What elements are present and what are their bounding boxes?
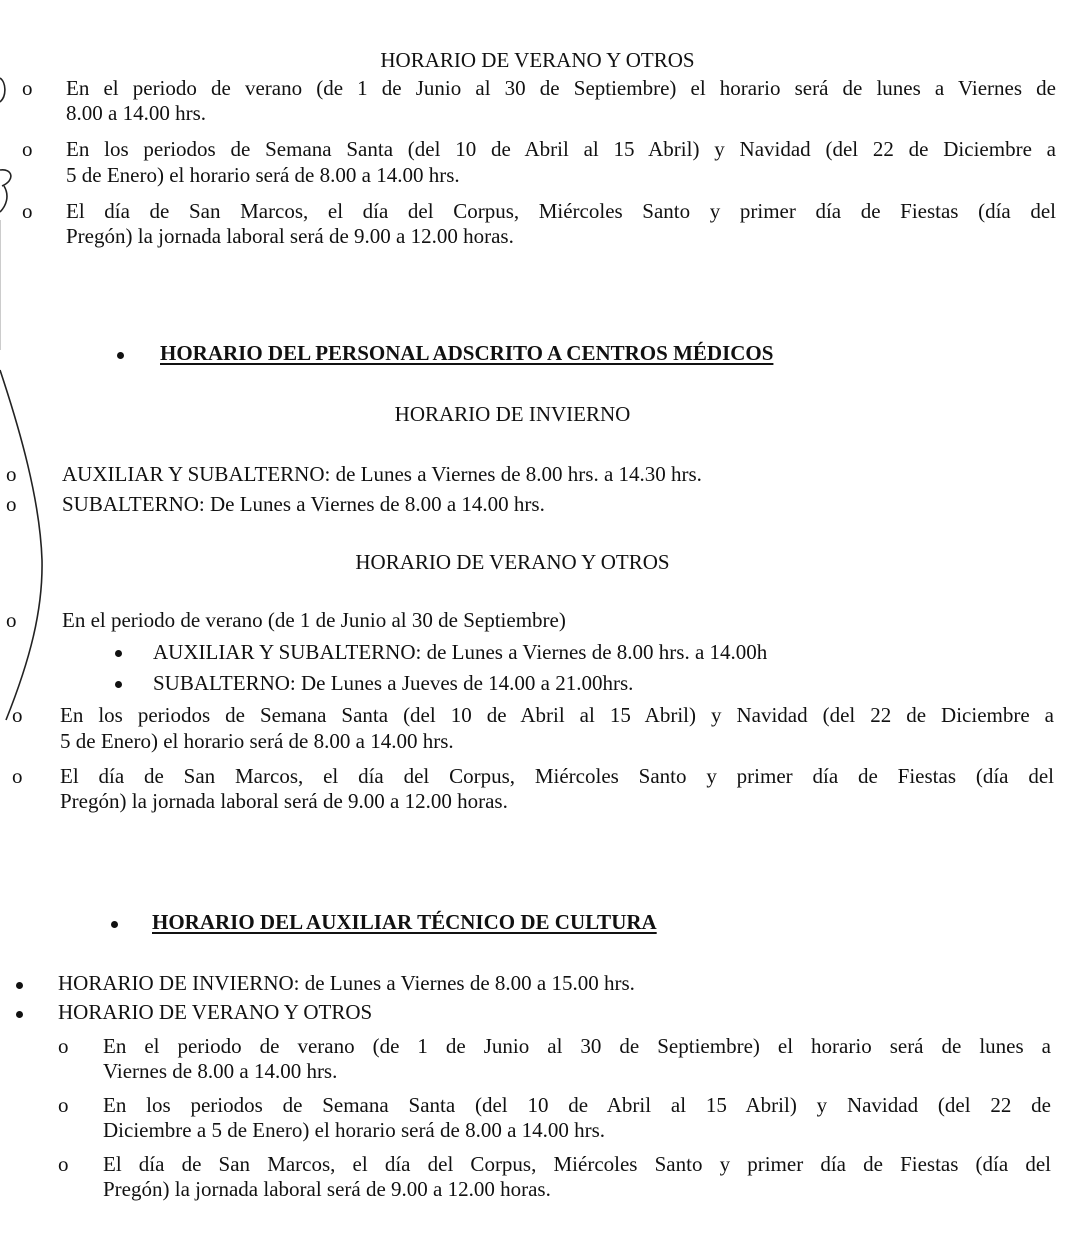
summer-schedule-item: HORARIO DE VERANO Y OTROS bbox=[58, 1000, 373, 1024]
winter-schedule-item: HORARIO DE INVIERNO: de Lunes a Viernes de 8.00 a 15.00 hrs. bbox=[58, 971, 635, 995]
holiday-item-line2: 5 de Enero) el horario será de 8.00 a 14.00 hrs. bbox=[60, 729, 454, 753]
list-bullet bbox=[16, 1011, 23, 1018]
sub-bullet bbox=[115, 681, 122, 688]
summer-subitem-1: AUXILIAR Y SUBALTERNO: de Lunes a Viernes de 8.00 hrs. a 14.00h bbox=[153, 640, 768, 664]
culture-summer-subitem-2-line1: En los periodos de Semana Santa (del 10 de Abril al 15 Abril) y Navidad (del 22 de bbox=[103, 1093, 1051, 1117]
section-heading-cultural-technician: HORARIO DEL AUXILIAR TÉCNICO DE CULTURA bbox=[152, 910, 657, 934]
subheading-summer-2: HORARIO DE VERANO Y OTROS bbox=[355, 550, 670, 574]
summer-item-3-line2: Pregón) la jornada laboral será de 9.00 a 12.00 horas. bbox=[66, 224, 514, 248]
subheading-summer-1: HORARIO DE VERANO Y OTROS bbox=[380, 48, 695, 72]
open-bullet: o bbox=[22, 137, 33, 161]
open-bullet: o bbox=[6, 462, 17, 486]
open-bullet: o bbox=[22, 199, 33, 223]
winter-item-2: SUBALTERNO: De Lunes a Viernes de 8.00 a 14.00 hrs. bbox=[62, 492, 545, 516]
summer-item-3-line1: El día de San Marcos, el día del Corpus, Miércoles Santo y primer día de Fiestas (día del bbox=[66, 199, 1056, 223]
open-bullet: o bbox=[58, 1034, 69, 1058]
summer-item-2-line2: 5 de Enero) el horario será de 8.00 a 14.00 hrs. bbox=[66, 163, 460, 187]
list-bullet bbox=[16, 982, 23, 989]
culture-summer-subitem-3-line2: Pregón) la jornada laboral será de 9.00 a 12.00 horas. bbox=[103, 1177, 551, 1201]
special-days-item-line2: Pregón) la jornada laboral será de 9.00 a 12.00 horas. bbox=[60, 789, 508, 813]
open-bullet: o bbox=[12, 764, 23, 788]
winter-item-1: AUXILIAR Y SUBALTERNO: de Lunes a Viernes de 8.00 hrs. a 14.30 hrs. bbox=[62, 462, 702, 486]
open-bullet: o bbox=[58, 1152, 69, 1176]
heading-bullet bbox=[111, 921, 118, 928]
summer-item-1-line1: En el periodo de verano (de 1 de Junio al 30 de Septiembre) el horario será de lunes a Viernes de bbox=[66, 76, 1056, 100]
culture-summer-subitem-2-line2: Diciembre a 5 de Enero) el horario será de 8.00 a 14.00 hrs. bbox=[103, 1118, 606, 1142]
heading-bullet bbox=[117, 352, 124, 359]
culture-summer-subitem-3-line1: El día de San Marcos, el día del Corpus, Miércoles Santo y primer día de Fiestas (día del bbox=[103, 1152, 1051, 1176]
holiday-item-line1: En los periodos de Semana Santa (del 10 de Abril al 15 Abril) y Navidad (del 22 de Diciembre a bbox=[60, 703, 1054, 727]
summer-subitem-2: SUBALTERNO: De Lunes a Jueves de 14.00 a 21.00hrs. bbox=[153, 671, 634, 695]
summer-item-1-line2: 8.00 a 14.00 hrs. bbox=[66, 101, 206, 125]
summer-item-2-line1: En los periodos de Semana Santa (del 10 de Abril al 15 Abril) y Navidad (del 22 de Diciembre a bbox=[66, 137, 1056, 161]
culture-summer-subitem-1-line1: En el periodo de verano (de 1 de Junio al 30 de Septiembre) el horario será de lunes a bbox=[103, 1034, 1051, 1058]
special-days-item-line1: El día de San Marcos, el día del Corpus, Miércoles Santo y primer día de Fiestas (día del bbox=[60, 764, 1054, 788]
open-bullet: o bbox=[58, 1093, 69, 1117]
open-bullet: o bbox=[6, 608, 17, 632]
open-bullet: o bbox=[12, 703, 23, 727]
sub-bullet bbox=[115, 650, 122, 657]
subheading-winter: HORARIO DE INVIERNO bbox=[394, 402, 631, 426]
open-bullet: o bbox=[22, 76, 33, 100]
culture-summer-subitem-1-line2: Viernes de 8.00 a 14.00 hrs. bbox=[103, 1059, 338, 1083]
summer-intro: En el periodo de verano (de 1 de Junio al 30 de Septiembre) bbox=[62, 608, 566, 632]
section-heading-medical-centers: HORARIO DEL PERSONAL ADSCRITO A CENTROS MÉDICOS bbox=[160, 341, 774, 365]
open-bullet: o bbox=[6, 492, 17, 516]
